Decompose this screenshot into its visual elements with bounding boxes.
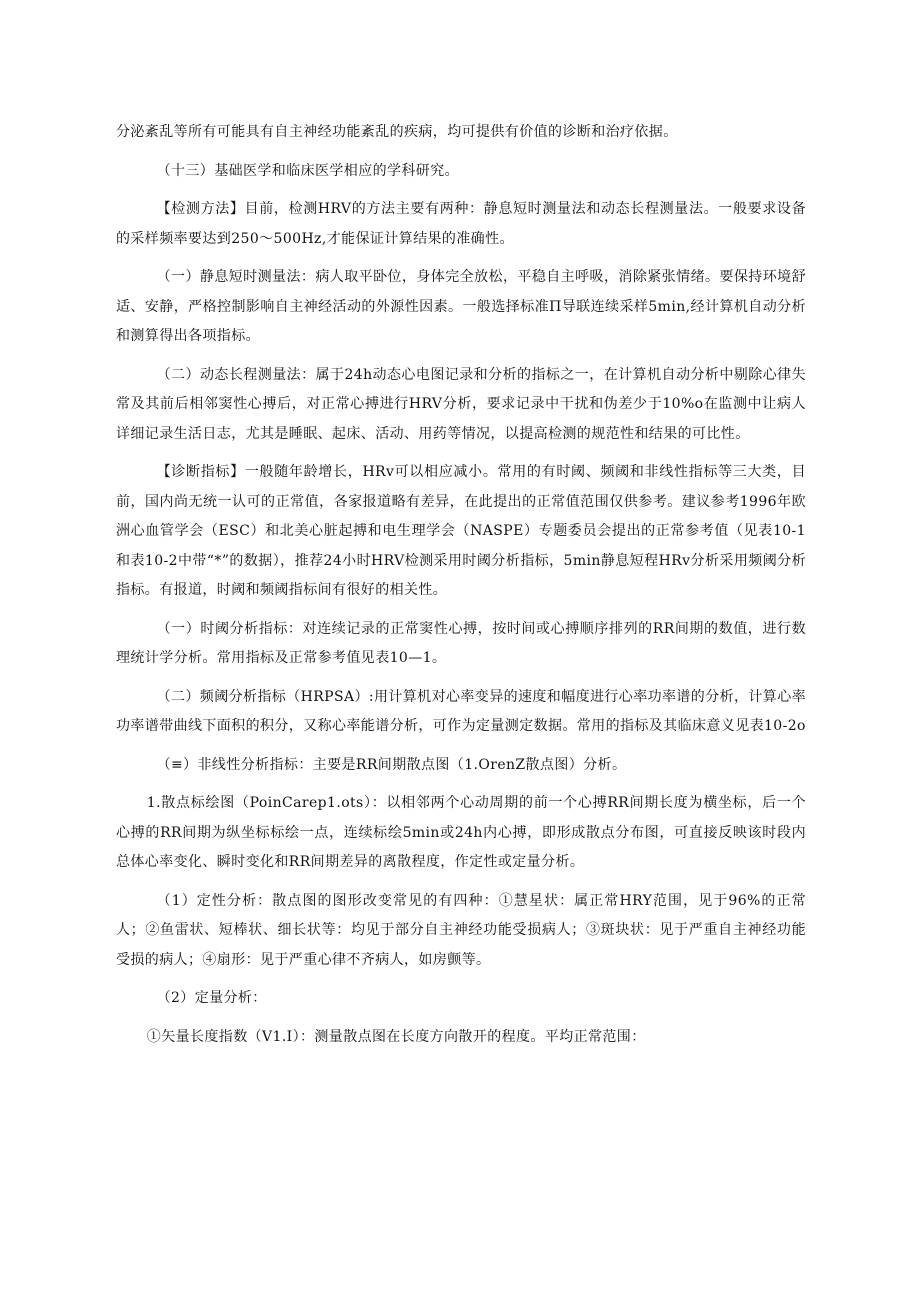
document-body <box>116 118 806 1052</box>
paragraph-dynamic-long-term: （二）动态长程测量法：属于24h动态心电图记录和分析的指标之一，在计算机自动分析中剔除心律失常及其前后相邻窦性心搏后，对正常心搏进行HRV分析，要求记录中干扰和伪差少于10%o在监测中让病人详细记录生活日志，尤其是睡眠、起床、活动、用药等情况，以提高检测的规范性和结果的可比性。 <box>116 366 806 442</box>
paragraph-quantitative-heading: （2）定量分析： <box>156 990 267 1006</box>
paragraph-continuation: 分泌紊乱等所有可能具有自主神经功能紊乱的疾病，均可提供有价值的诊断和治疗依据。 <box>116 124 678 140</box>
paragraph-static-short-term: （一）静息短时测量法：病人取平卧位，身体完全放松，平稳自主呼吸，消除紧张情绪。要保持环境舒适、安静，严格控制影响自主神经活动的外源性因素。一般选择标准Π导联连续采样5min,经计算机自动分析和测算得出各项指标。 <box>116 269 806 344</box>
paragraph-qualitative-analysis: （1）定性分析：散点图的图形改变常见的有四种：①慧星状：属正常HRY范围，见于96%的正常人；②鱼雷状、短棒状、细长状等：均见于部分自主神经功能受损病人；③斑块状：见于严重自主神经功能受损的病人；④扇形：见于严重心律不齐病人，如房颤等。 <box>116 892 806 968</box>
paragraph-vector-length-index: ①矢量长度指数（V1.I）：测量散点图在长度方向散开的程度。平均正常范围： <box>146 1028 646 1045</box>
paragraph-section-13: （十三）基础医学和临床医学相应的学科研究。 <box>156 162 459 179</box>
paragraph-frequency-domain: （二）频阈分析指标（HRPSA）:用计算机对心率变异的速度和幅度进行心率功率谱的分析，计算心率功率谱带曲线下面积的积分，又称心率能谱分析，可作为定量测定数据。常用的指标及其临床意义见表10-2o <box>116 688 806 734</box>
paragraph-nonlinear: （≡）非线性分析指标：主要是RR间期散点图（1.OrenZ散点图）分析。 <box>156 756 627 773</box>
paragraph-scatter-plot: 1.散点标绘图（PoinCarep1.ots）：以相邻两个心动周期的前一个心搏RR间期长度为横坐标，后一个心搏的RR间期为纵坐标标绘一点，连续标绘5min或24h内心搏，即形成散点分布图，可直接反映该时段内总体心率变化、瞬时变化和RR间期差异的离散程度，作定性或定量分析。 <box>116 795 806 870</box>
paragraph-diagnostic-indicators: 【诊断指标】一般随年龄增长，HRv可以相应减小。常用的有时阈、频阈和非线性指标等三大类，目前，国内尚无统一认可的正常值，各家报道略有差异，在此提出的正常值范围仅供参考。建议参考1996年欧洲心血管学会（ESC）和北美心脏起搏和电生理学会（NASPE）专题委员会提出的正常参考值（见表10-1和表10-2中带“*”的数据），推荐24小时HRV检测采用时阈分析指标，5min静息短程HRv分析采用频阈分析指标。有报道，时阈和频阈指标间有很好的相关性。 <box>116 464 806 598</box>
paragraph-time-domain: （一）时阈分析指标：对连续记录的正常窦性心搏，按时间或心搏顺序排列的RR间期的数值，进行数理统计学分析。常用指标及正常参考值见表10—1。 <box>116 620 806 666</box>
paragraph-detection-methods: 【检测方法】目前，检测HRV的方法主要有两种：静息短时测量法和动态长程测量法。一般要求设备的采样频率要达到250～500Hz,才能保证计算结果的准确性。 <box>116 201 806 247</box>
